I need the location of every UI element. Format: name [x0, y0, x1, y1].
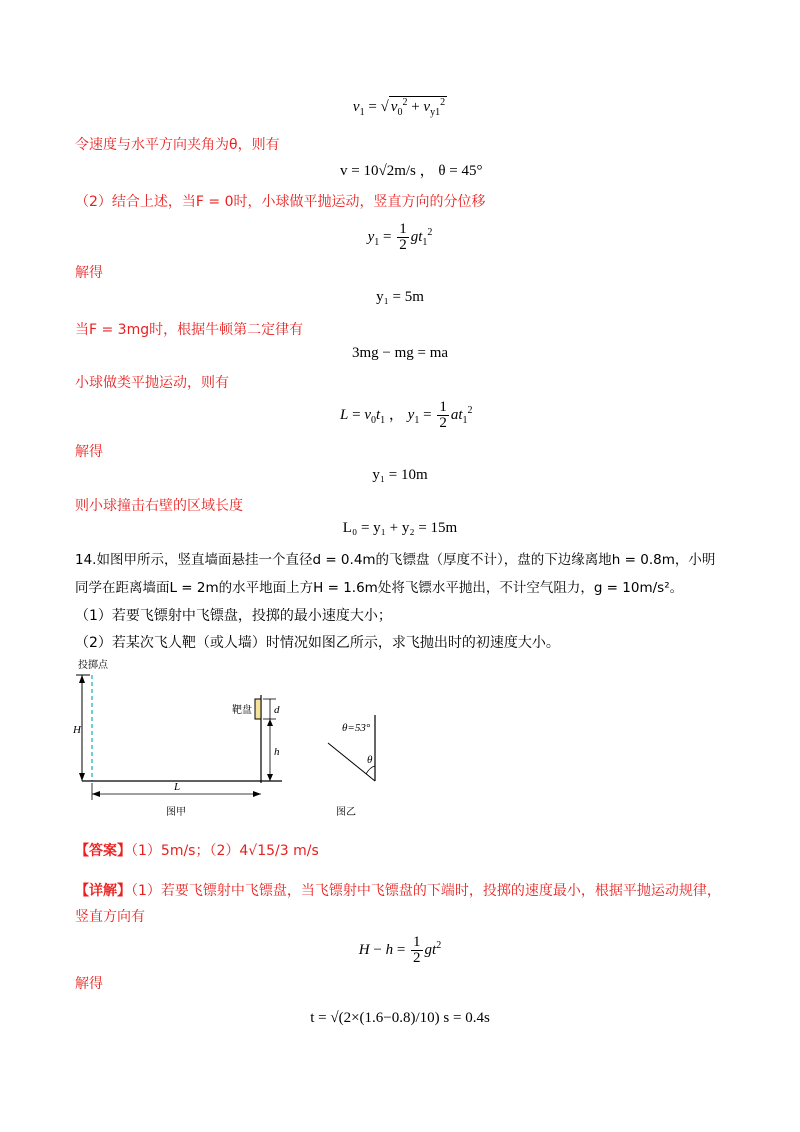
caption-figure-a: 图甲: [166, 807, 186, 818]
question-14-line-1: 14.如图甲所示，竖直墙面悬挂一个直径d = 0.4m的飞镖盘（厚度不计），盘的下边缘离地h = 0.8m，小明: [75, 552, 716, 568]
question-14-part-1: （1）若要飞镖射中飞镖盘，投掷的最小速度大小；: [75, 608, 392, 624]
detail-label: 【详解】: [75, 883, 131, 899]
theta-label: θ: [367, 754, 373, 766]
question-14-part-2: （2）若某次飞人靶（或人墙）时情况如图乙所示，求飞抛出时的初速度大小。: [75, 635, 560, 651]
h-label: h: [274, 746, 280, 758]
equation-t: t = √(2×(1.6−0.8)/10) s = 0.4s: [310, 1010, 490, 1026]
L-arrow-head-left: [92, 791, 100, 797]
equation-v: v = 10√2m/s ， θ = 45°: [340, 163, 483, 179]
angle-arc: [366, 766, 375, 774]
L-arrow-head-right: [253, 791, 261, 797]
region-intro: 则小球撞击右壁的区域长度: [75, 498, 243, 514]
H-arrow-head-bottom: [79, 773, 85, 781]
detail-line: [75, 880, 721, 900]
class-projectile-intro: 小球做类平抛运动，则有: [75, 375, 229, 391]
solve-label-2: 解得: [75, 444, 103, 460]
L-label: L: [174, 781, 181, 793]
h-arrow-head-top: [267, 719, 273, 726]
answer-text: （1）5m/s；（2）4√15/3 m/s: [131, 843, 319, 859]
target-label: 靶盘: [232, 705, 252, 716]
equation-y1-value: y₁ = 5m: [376, 289, 424, 305]
answer-line: [75, 840, 319, 860]
f3mg-intro: 当F = 3mg时，根据牛顿第二定律有: [75, 322, 304, 338]
equation-v1: $v_1$ = √ $v_0^2 + v_{y1}^2$: [352, 97, 446, 118]
equation-newton: 3mg − mg = ma: [351, 345, 449, 361]
solve-label-1: 解得: [75, 265, 103, 281]
H-label: H: [73, 724, 81, 736]
H-arrow-head-top: [79, 675, 85, 683]
equation-L0: L₀ = y₁ + y₂ = 15m: [342, 520, 458, 536]
equation-y1: $y_1$ = $\frac{1}{2}$ $gt_1^2$: [367, 221, 433, 253]
angle-value-label: θ=53°: [342, 722, 371, 734]
angle-intro: 令速度与水平方向夹角为θ，则有: [75, 137, 280, 153]
detail-continuation: 竖直方向有: [75, 909, 145, 925]
question-14-line-2: 同学在距离墙面L = 2m的水平地面上方H = 1.6m处将飞镖水平抛出，不计空气阻力，g = 10m/s²。: [75, 580, 684, 596]
part2-intro: （2）结合上述，当F = 0时，小球做平抛运动，竖直方向的分位移: [75, 194, 486, 210]
equation-L: $L = v_0t_1$ ， $y_1$ = $\frac{1}{2}$ $at_1^2$: [340, 399, 473, 431]
target-board: [255, 699, 261, 719]
solve-label-3: 解得: [75, 976, 103, 992]
throw-point-label: 投掷点: [78, 660, 108, 671]
h-arrow-head-bottom: [267, 774, 273, 781]
question-14-figure: [70, 655, 410, 825]
d-label: d: [274, 704, 280, 716]
caption-figure-b: 图乙: [336, 807, 356, 818]
detail-text: （1）若要飞镖射中飞镖盘，当飞镖射中飞镖盘的下端时，投掷的速度最小，根据平抛运动规律，: [131, 883, 721, 899]
equation-H-h: H − h = $\frac{1}{2}$ $gt^2$: [358, 934, 442, 966]
equation-y1-10: y₁ = 10m: [372, 467, 428, 483]
answer-label: 【答案】: [75, 843, 131, 859]
